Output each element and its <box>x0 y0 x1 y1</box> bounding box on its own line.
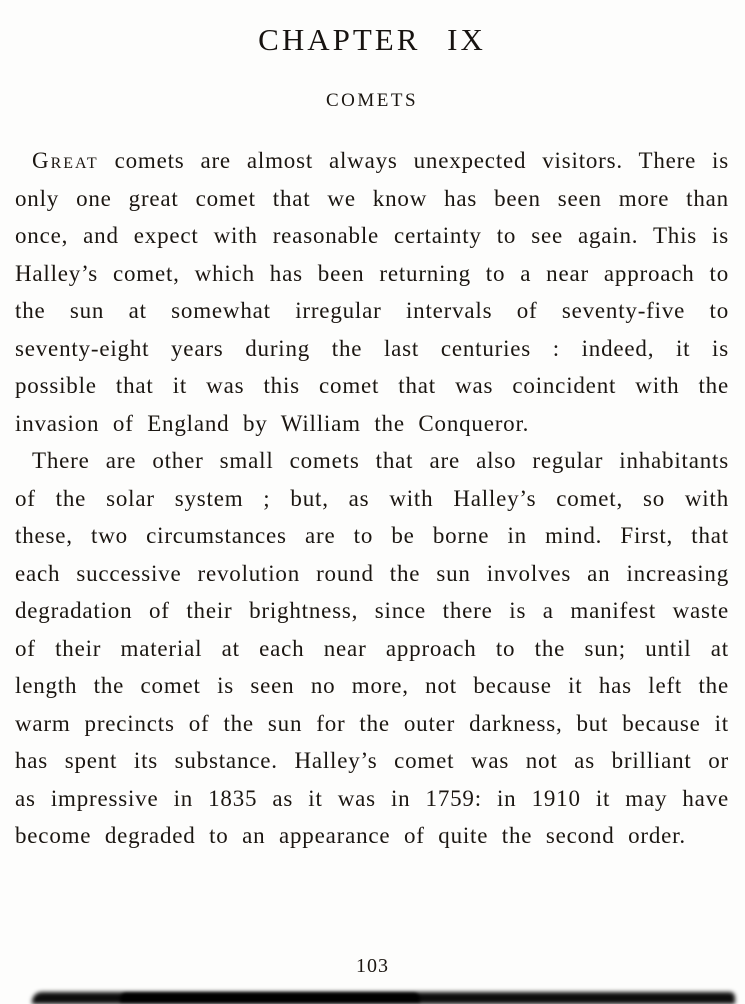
chapter-title: CHAPTER IX <box>258 22 486 57</box>
page-number: 103 <box>356 955 389 977</box>
paragraph-1-text: comets are almost always unexpected visitors. There is only one great comet that we know has been seen more than once, and expect with reasonable certainty to see again. This is Halley’s comet, which has been returning to a near approach to the sun at somewhat irregular intervals of seventy-five to seventy-eight years during the last centuries : indeed, it is possible that it was this comet that was coincident with the invasion of England by William the Conqueror. <box>15 148 729 436</box>
paragraph-1 <box>15 142 729 442</box>
section-title: COMETS <box>325 90 419 111</box>
page-body <box>15 142 729 855</box>
paragraph-2: There are other small comets that are also regular inhabitants of the solar system ; but, as with Halley’s comet, so with these, two circumstances are to be borne in mind. First, that each successive revolution round the sun involves an increasing degradation of their brightness, since there is a manifest waste of their material at each near approach to the sun; until at length the comet is seen no more, not because it has left the warm precincts of the sun for the outer darkness, but because it has spent its substance. Halley’s comet was not as brilliant or as impressive in 1835 as it was in 1759: in 1910 it may have become degraded to an appearance of quite the second order. <box>15 448 729 848</box>
lead-word-smallcaps: Great <box>32 148 99 173</box>
scan-bottom-edge-artifact-dark <box>120 993 420 1002</box>
